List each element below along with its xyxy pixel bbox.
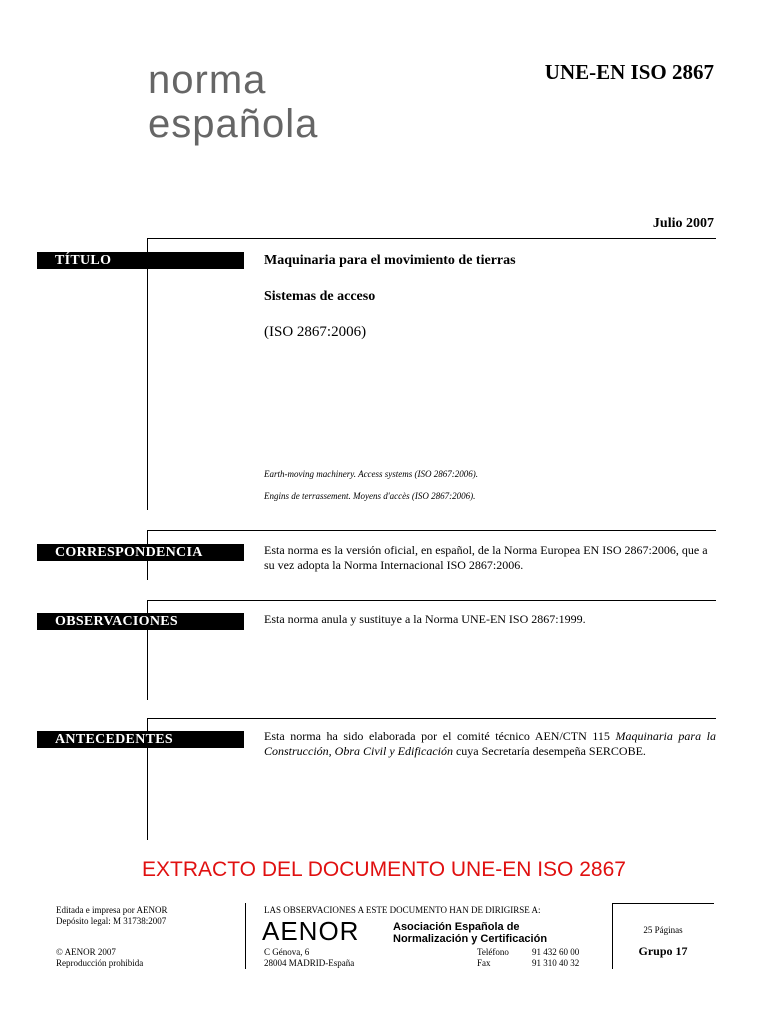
footer-group: Grupo 17 [638,944,688,958]
aenor-association-line-2: Normalización y Certificación [393,933,548,945]
publication-date: Julio 2007 [652,216,714,231]
aenor-association-line-1: Asociación Española de [393,921,520,933]
footer-telephone: 91 432 60 00 [532,947,580,957]
title-english: Earth-moving machinery. Access systems (ISO 2867:2006). [264,469,479,479]
footer-copyright: © AENOR 2007 [56,947,116,957]
footer-edited: Editada e impresa por AENOR [56,905,168,915]
correspondencia-text: Esta norma es la versión oficial, en español, de la Norma Europea EN ISO 2867:2006, que a su vez adopta la Norma Internacional ISO 2867:2006. [264,543,708,572]
antecedentes-committee-name: Maquinaria para la Construcción, Obra Civil y Edificación [264,729,716,758]
footer-telephone-label: Teléfono [477,947,509,957]
label-observaciones: OBSERVACIONES [37,613,244,630]
rule-observaciones [147,600,716,601]
brand-line-2: española [148,102,319,146]
observaciones-text: Esta norma anula y sustituye a la Norma UNE-EN ISO 2867:1999. [264,612,586,626]
antecedentes-text-c: cuya Secretaría desempeña SERCOBE. [452,744,646,758]
extract-notice: EXTRACTO DEL DOCUMENTO UNE-EN ISO 2867 [142,858,626,881]
footer-divider-right [612,903,613,969]
antecedentes-text [264,729,716,759]
title-main: Maquinaria para el movimiento de tierras [264,253,516,268]
label-correspondencia: CORRESPONDENCIA [37,544,244,561]
divider-vertical-titulo [147,238,148,510]
rule-correspondencia [147,530,716,531]
footer-observations: LAS OBSERVACIONES A ESTE DOCUMENTO HAN DE DIRIGIRSE A: [264,905,541,915]
brand-title [148,58,318,146]
title-iso: (ISO 2867:2006) [264,324,367,340]
footer-address-1: C Génova, 6 [264,947,310,957]
footer-fax-label: Fax [477,958,491,968]
footer-box-top [612,903,714,904]
footer-divider-left [245,903,246,969]
brand-line-1: norma [148,58,267,102]
title-french: Engins de terrassement. Moyens d'accès (ISO 2867:2006). [264,491,476,501]
aenor-logo-text: AENOR [262,916,360,946]
standard-code: UNE-EN ISO 2867 [544,60,714,84]
footer-fax: 91 310 40 32 [532,958,580,968]
footer-pages: 25 Páginas [643,925,683,935]
rule-titulo [147,238,716,239]
rule-antecedentes [147,718,716,719]
label-titulo: TÍTULO [37,252,244,269]
title-subtitle: Sistemas de acceso [264,289,376,304]
footer-address-2: 28004 MADRID-España [264,958,355,968]
footer-reproduction: Reproducción prohibida [56,958,144,968]
label-antecedentes: ANTECEDENTES [37,731,244,748]
antecedentes-text-a: Esta norma ha sido elaborada por el comité técnico AEN/CTN 115 [264,729,616,743]
footer-deposit: Depósito legal: M 31738:2007 [56,916,167,926]
